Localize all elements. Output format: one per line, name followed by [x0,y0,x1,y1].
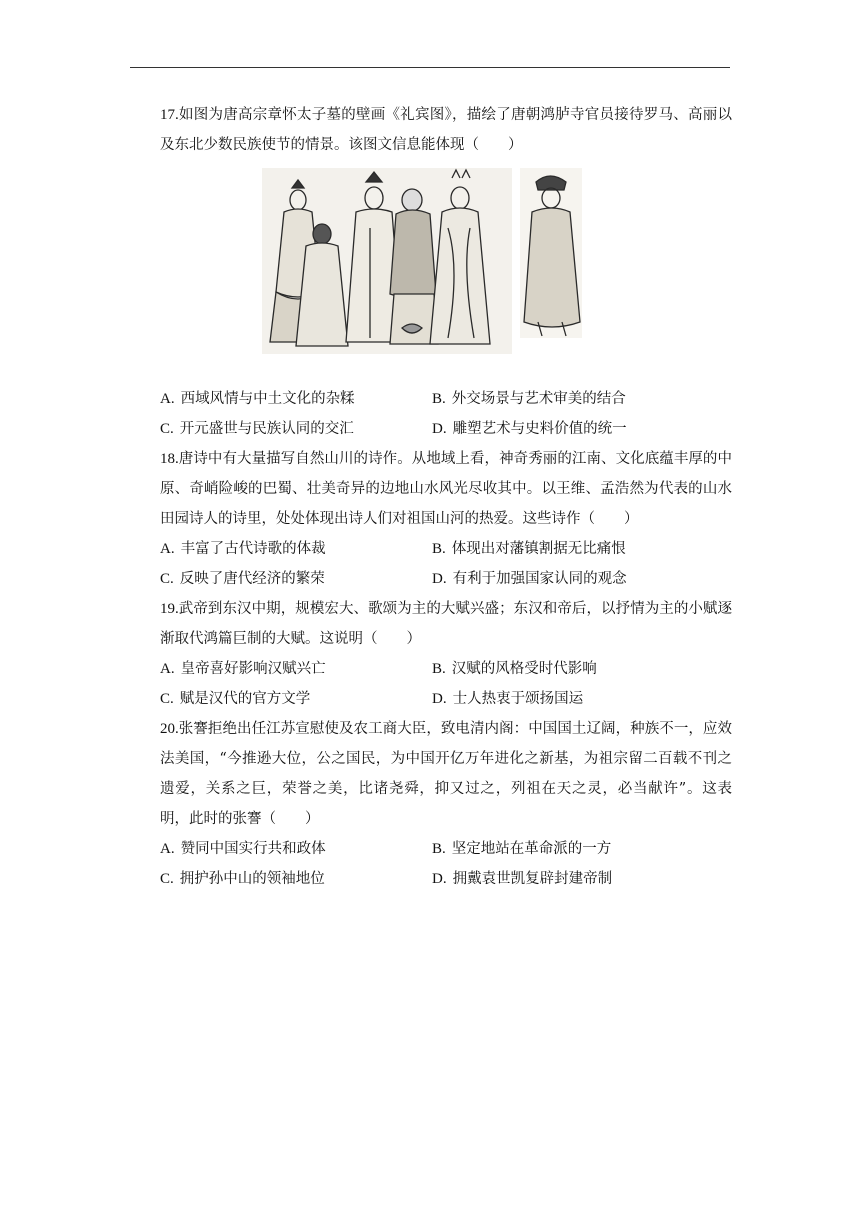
question-stem [160,594,732,654]
question-stem [160,100,732,160]
question-number: 20. [160,721,179,737]
question-stem [160,714,732,834]
option-letter: D. [432,691,447,707]
question-19 [160,594,732,714]
option-text: 汉赋的风格受时代影响 [451,661,597,677]
option-letter: B. [432,841,446,857]
option-text: 拥戴袁世凯复辟封建帝制 [452,871,613,887]
option-text: 外交场景与艺术审美的结合 [451,391,626,407]
option-letter: C. [160,691,174,707]
option-letter: D. [432,421,447,437]
question-stem [160,444,732,534]
option-text: 坚定地站在革命派的一方 [451,841,612,857]
option-c[interactable] [160,414,432,444]
option-letter: A. [160,661,175,677]
question-number: 17. [160,107,179,123]
mural-image [262,168,582,358]
option-letter: D. [432,571,447,587]
option-d[interactable] [432,684,732,714]
option-b[interactable] [432,654,732,684]
mural-figure [160,164,732,378]
options-grid [160,384,732,444]
question-20 [160,714,732,894]
question-text: 张謇拒绝出任江苏宣慰使及农工商大臣，致电清内阁：中国国土辽阔，种族不一，应效法美国，“今推逊大位，公之国民，为中国开亿万年进化之新基，为祖宗留二百载不刊之遗爱，关系之巨，荣誉之美，比诸尧舜，抑又过之，列祖在天之灵，必当献许”。这表明，此时的张謇（ ） [160,721,732,827]
question-number: 19. [160,601,179,617]
option-text: 丰富了古代诗歌的体裁 [180,541,326,557]
option-letter: A. [160,391,175,407]
question-18 [160,444,732,594]
option-text: 赋是汉代的官方文学 [179,691,311,707]
option-letter: B. [432,541,446,557]
options-grid [160,654,732,714]
option-a[interactable] [160,534,432,564]
option-a[interactable] [160,384,432,414]
option-b[interactable] [432,534,732,564]
option-letter: A. [160,541,175,557]
option-d[interactable] [432,414,732,444]
option-text: 体现出对藩镇割据无比痛恨 [451,541,626,557]
option-b[interactable] [432,384,732,414]
option-text: 赞同中国实行共和政体 [180,841,326,857]
question-text: 唐诗中有大量描写自然山川的诗作。从地域上看，神奇秀丽的江南、文化底蕴丰厚的中原、奇峭险峻的巴蜀、壮美奇异的边地山水风光尽收其中。以王维、孟浩然为代表的山水田园诗人的诗里，处处体现出诗人们对祖国山河的热爱。这些诗作（ ） [160,451,732,527]
option-text: 有利于加强国家认同的观念 [452,571,627,587]
option-letter: C. [160,871,174,887]
option-text: 反映了唐代经济的繁荣 [179,571,325,587]
question-number: 18. [160,451,179,467]
options-grid [160,834,732,894]
option-letter: C. [160,421,174,437]
question-text: 如图为唐高宗章怀太子墓的壁画《礼宾图》，描绘了唐朝鸿胪寺官员接待罗马、高丽以及东北少数民族使节的情景。该图文信息能体现（ ） [160,107,732,153]
question-17 [160,100,732,444]
question-text: 武帝到东汉中期，规模宏大、歌颂为主的大赋兴盛；东汉和帝后，以抒情为主的小赋逐渐取代鸿篇巨制的大赋。这说明（ ） [160,601,732,647]
option-b[interactable] [432,834,732,864]
option-text: 开元盛世与民族认同的交汇 [179,421,354,437]
option-c[interactable] [160,564,432,594]
option-text: 皇帝喜好影响汉赋兴亡 [180,661,326,677]
option-text: 士人热衷于颂扬国运 [452,691,584,707]
option-text: 西域风情与中土文化的杂糅 [180,391,355,407]
question-list [160,100,732,894]
option-letter: D. [432,871,447,887]
option-text: 拥护孙中山的领袖地位 [179,871,325,887]
option-d[interactable] [432,564,732,594]
option-letter: A. [160,841,175,857]
option-text: 雕塑艺术与史料价值的统一 [452,421,627,437]
option-letter: C. [160,571,174,587]
option-c[interactable] [160,864,432,894]
option-letter: B. [432,391,446,407]
options-grid [160,534,732,594]
header-rule [130,67,730,68]
option-d[interactable] [432,864,732,894]
option-a[interactable] [160,834,432,864]
option-a[interactable] [160,654,432,684]
option-letter: B. [432,661,446,677]
option-c[interactable] [160,684,432,714]
